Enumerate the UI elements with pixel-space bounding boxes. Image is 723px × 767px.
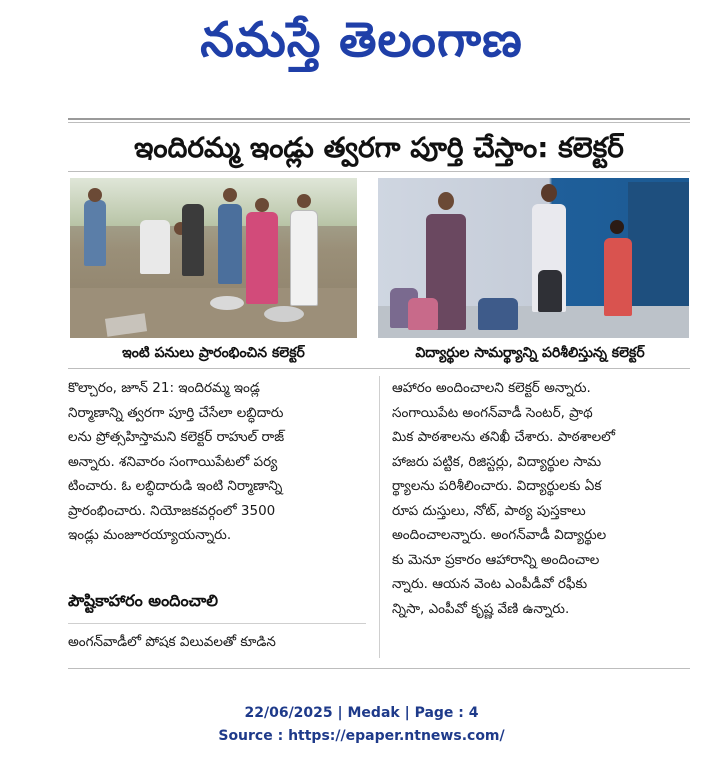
photo-classroom xyxy=(378,178,689,338)
article-line: లను ప్రోత్సహిస్తామని కలెక్టర్ రాహుల్ రాజ్ xyxy=(68,429,285,445)
article-line: కొల్చారం, జూన్ 21: ఇందిరమ్మ ఇండ్ల xyxy=(68,380,260,396)
article-left-column-continued xyxy=(68,630,366,655)
photo-house-construction xyxy=(70,178,357,338)
footer-date-page: 22/06/2025 | Medak | Page : 4 xyxy=(244,705,479,721)
article-right-column xyxy=(392,376,690,621)
top-rule-thin xyxy=(68,122,690,123)
top-rule xyxy=(68,118,690,120)
article-line: ప్రారంభించారు. నియోజకవర్గంలో 3500 xyxy=(68,502,276,519)
article-line: టించారు. ఓ లబ్ధిదారుడి ఇంటి నిర్మాణాన్ని xyxy=(68,478,283,494)
article-line: న్నిసా, ఎంపీవో కృష్ణ వేణి ఉన్నారు. xyxy=(392,600,570,617)
article-line: అన్నారు. శనివారం సంగాయిపేటలో పర్య xyxy=(68,453,278,470)
article-headline: ఇందిరమ్మ ఇండ్లు త్వరగా పూర్తి చేస్తాం: కలెక్టర్ xyxy=(134,131,624,164)
article-line: మిక పాఠశాలను తనిఖీ చేశారు. పాఠశాలలో xyxy=(392,429,616,445)
article-line: అందించాలన్నారు. అంగన్‌వాడీ విద్యార్థుల xyxy=(392,527,607,543)
headline-rule xyxy=(68,171,690,172)
article-line: నిర్మాణాన్ని త్వరగా పూర్తి చేసేలా లబ్ధిదారు xyxy=(68,404,284,421)
article-line: రూప దుస్తులు, నోట్, పాఠ్య పుస్తకాలు xyxy=(392,502,586,519)
article-line: ఇండ్లు మంజూరయ్యాయన్నారు. xyxy=(68,527,232,543)
article-line: న్నారు. ఆయన వెంట ఎంపీడీవో రఫీకు xyxy=(392,576,588,592)
masthead-logo: నమస్తే తెలంగాణ xyxy=(200,12,523,68)
photo-caption-right: విద్యార్థుల సామర్థ్యాన్ని పరిశీలిస్తున్న కలెక్టర్ xyxy=(415,345,645,361)
column-divider xyxy=(379,376,380,658)
subheading-rule xyxy=(68,623,366,624)
caption-rule xyxy=(68,368,690,369)
article-line: ఆహారం అందించాలని కలెక్టర్ అన్నారు. xyxy=(392,380,591,396)
photo-caption-left: ఇంటి పనులు ప్రారంభించిన కలెక్టర్ xyxy=(122,345,305,361)
article-left-column xyxy=(68,376,366,548)
bottom-rule xyxy=(68,668,690,669)
article-subheading: పౌష్టికాహారం అందించాలి xyxy=(68,591,218,610)
article-line: ర్థ్యాలను పరిశీలించారు. విద్యార్థులకు ఏక xyxy=(392,478,602,494)
article-line: కు మెనూ ప్రకారం ఆహారాన్ని అందించాల xyxy=(392,551,600,568)
article-line: హాజరు పట్టిక, రిజిస్టర్లు, విద్యార్థుల సామ xyxy=(392,453,602,470)
article-line: సంగాయిపేట అంగన్‌వాడీ సెంటర్, ప్రాథ xyxy=(392,404,593,421)
footer-source-link[interactable]: Source : https://epaper.ntnews.com/ xyxy=(218,728,505,744)
article-line: అంగన్‌వాడీలో పోషక విలువలతో కూడిన xyxy=(68,634,276,650)
